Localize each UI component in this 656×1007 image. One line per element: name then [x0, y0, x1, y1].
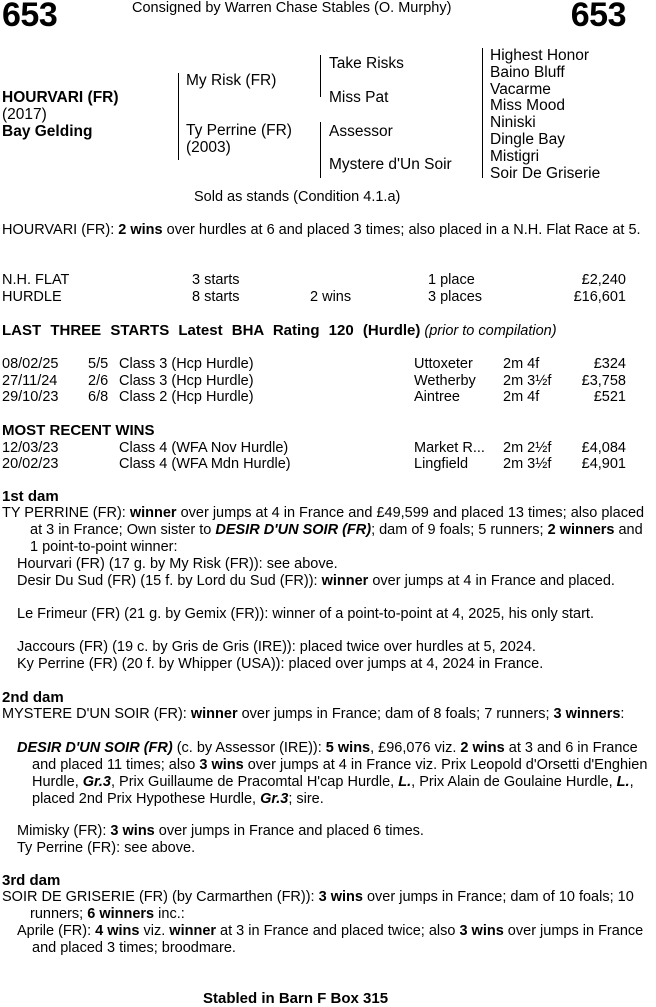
win-race: Class 4 (WFA Nov Hurdle)	[119, 440, 289, 456]
win-date: 12/03/23	[2, 440, 59, 456]
start-date: 27/11/24	[2, 373, 58, 389]
second-dam-heading: 2nd dam	[2, 689, 64, 706]
win-race: Class 4 (WFA Mdn Hurdle)	[119, 456, 291, 472]
ggp-4: Miss Mood	[490, 97, 565, 115]
offspring-entry: Hourvari (FR) (17 g. by My Risk (FR)): see above.	[17, 556, 338, 572]
win-prize: £4,901	[581, 456, 626, 472]
start-position: 5/5	[88, 356, 109, 372]
start-position: 2/6	[88, 373, 109, 389]
record-earnings: £16,601	[573, 289, 626, 305]
win-course: Market R...	[414, 440, 485, 456]
start-prize: £324	[593, 356, 626, 372]
offspring-entry: Aprile (FR): 4 wins viz. winner at 3 in France and placed twice; also 3 wins over jumps in France and placed 3 times; broodmare.	[17, 923, 644, 956]
first-dam-heading: 1st dam	[2, 488, 59, 505]
race-summary: HOURVARI (FR): 2 wins over hurdles at 6 and placed 3 times; also placed in a N.H. Flat Race at 5.	[2, 222, 641, 238]
grandparent-3: Assessor	[329, 123, 393, 140]
win-date: 20/02/23	[2, 456, 59, 472]
offspring-entry: Desir Du Sud (FR) (15 f. by Lord du Sud (FR)): winner over jumps at 4 in France and placed.	[17, 573, 615, 589]
lot-number-right: 653	[570, 0, 626, 34]
start-prize: £3,758	[581, 373, 626, 389]
third-dam-heading: 3rd dam	[2, 872, 61, 889]
ggp-1: Highest Honor	[490, 47, 590, 64]
record-starts: 8 starts	[192, 289, 240, 305]
third-dam-text: SOIR DE GRISERIE (FR) (by Carmarthen (FR)): 3 wins over jumps in France; dam of 10 foals; 10 runners; 6 winners inc.:	[2, 889, 634, 922]
dam-year: (2003)	[186, 139, 231, 156]
record-places: 1 place	[428, 272, 475, 288]
record-wins: 2 wins	[310, 289, 352, 305]
win-course: Lingfield	[414, 456, 469, 472]
first-dam-text: TY PERRINE (FR): winner over jumps at 4 in France and £49,599 and placed 13 times; also placed at 3 in France; Own sister to DESIR D'UN SOIR (FR); dam of 9 foals; 5 runners; 2 winners and 1 point-to-point winner:	[2, 505, 645, 555]
sale-condition: Sold as stands (Condition 4.1.a)	[194, 189, 401, 205]
lot-number-left: 653	[2, 0, 58, 34]
great-grandparents	[490, 48, 600, 182]
offspring-entry: Ty Perrine (FR): see above.	[17, 840, 196, 856]
offspring-entry: Le Frimeur (FR) (21 g. by Gemix (FR)): winner of a point-to-point at 4, 2025, his only start.	[17, 606, 594, 622]
ggp-7: Mistigri	[490, 147, 540, 165]
grandparent-2: Miss Pat	[329, 89, 389, 106]
offspring-entry: Mimisky (FR): 3 wins over jumps in France and placed 6 times.	[17, 823, 424, 839]
record-type: HURDLE	[2, 289, 62, 305]
grandparent-4: Mystere d'Un Soir	[329, 156, 452, 173]
start-prize: £521	[593, 389, 626, 405]
start-course: Wetherby	[414, 373, 476, 389]
ggp-5: Niniski	[490, 114, 536, 132]
start-position: 6/8	[88, 389, 109, 405]
last-three-heading: LAST THREE STARTS Latest BHA Rating 120 (Hurdle) (prior to compilation)	[2, 322, 557, 339]
start-distance: 2m 3½f	[503, 373, 552, 389]
ggp-6: Dingle Bay	[490, 130, 565, 148]
ggp-3: Vacarme	[490, 80, 551, 98]
record-places: 3 places	[428, 289, 483, 305]
offspring-entry: Ky Perrine (FR) (20 f. by Whipper (USA)): placed over jumps at 4, 2024 in France.	[17, 656, 544, 672]
second-dam-text: MYSTERE D'UN SOIR (FR): winner over jumps in France; dam of 8 foals; 7 runners; 3 winners:	[2, 706, 625, 722]
horse-name: HOURVARI (FR)	[2, 89, 119, 106]
record-starts: 3 starts	[192, 272, 240, 288]
ggp-2: Baino Bluff	[490, 63, 565, 81]
stabled-info: Stabled in Barn F Box 315	[203, 990, 389, 1007]
start-course: Uttoxeter	[414, 356, 473, 372]
recent-wins-heading: MOST RECENT WINS	[2, 422, 155, 439]
start-race: Class 3 (Hcp Hurdle)	[119, 356, 254, 372]
offspring-entry: Jaccours (FR) (19 c. by Gris de Gris (IRE)): placed twice over hurdles at 5, 2024.	[17, 639, 536, 655]
horse-description: Bay Gelding	[2, 123, 93, 140]
grandparent-1: Take Risks	[329, 55, 404, 72]
dam: Ty Perrine (FR)	[186, 122, 292, 139]
ggp-8: Soir De Griserie	[490, 164, 601, 182]
sire: My Risk (FR)	[186, 72, 277, 89]
start-date: 08/02/25	[2, 356, 59, 372]
offspring-entry: DESIR D'UN SOIR (FR) (c. by Assessor (IRE)): 5 wins, £96,076 viz. 2 wins at 3 and 6 in France and placed 11 times; also 3 wins over jumps at 4 in France viz. Prix Leopold d'Orsetti d'Enghien Hurdle, Gr.3, Prix Guillaume de Pracomtal H'cap Hurdle, L., Prix Alain de Goulaine Hurdle, L., placed 2nd Prix Hypothese Hurdle, Gr.3; sire.	[17, 740, 648, 807]
start-distance: 2m 4f	[503, 389, 540, 405]
start-race: Class 2 (Hcp Hurdle)	[119, 389, 254, 405]
start-course: Aintree	[414, 389, 460, 405]
start-race: Class 3 (Hcp Hurdle)	[119, 373, 254, 389]
start-date: 29/10/23	[2, 389, 59, 405]
win-distance: 2m 2½f	[503, 440, 552, 456]
horse-year: (2017)	[2, 106, 47, 123]
record-earnings: £2,240	[581, 272, 626, 288]
record-type: N.H. FLAT	[2, 272, 70, 288]
start-distance: 2m 4f	[503, 356, 540, 372]
win-distance: 2m 3½f	[503, 456, 552, 472]
win-prize: £4,084	[581, 440, 626, 456]
consignor: Consigned by Warren Chase Stables (O. Murphy)	[132, 0, 452, 16]
